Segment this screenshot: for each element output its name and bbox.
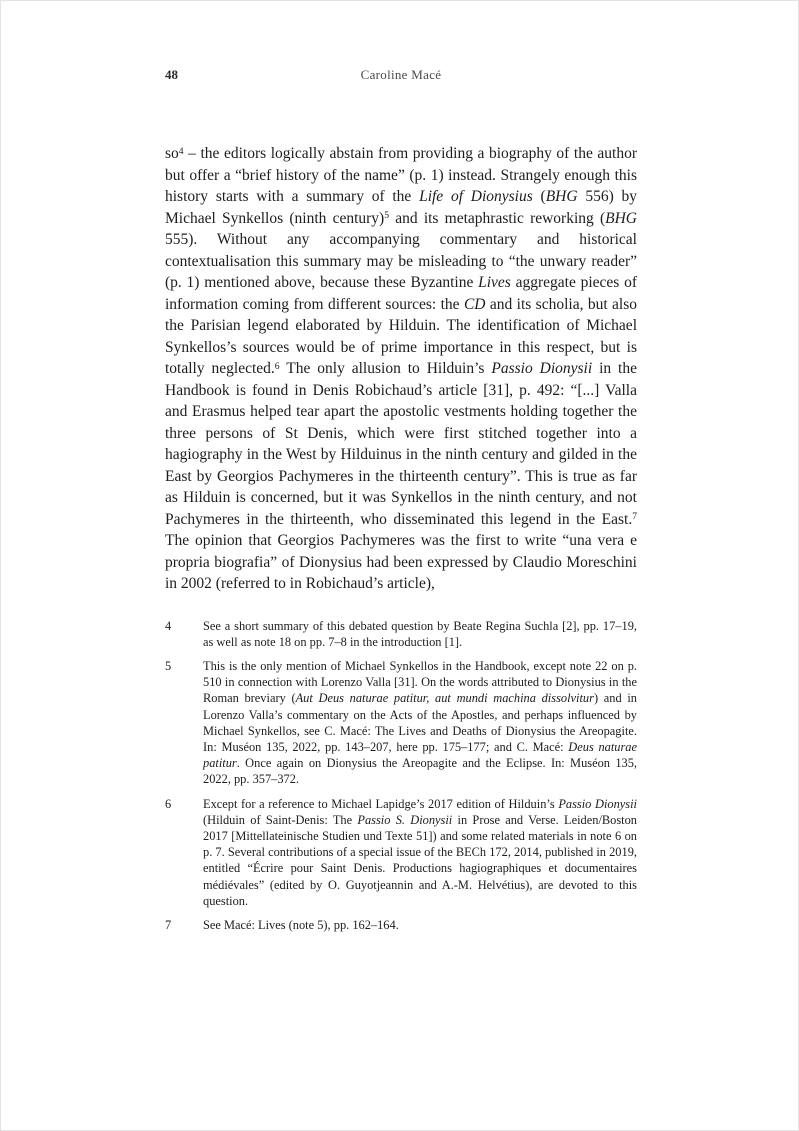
footnote-text	[203, 797, 637, 908]
text-run: in Prose and Verse. Leiden/Boston 2017 [Mittellateinische Studien und Texte 51]) and some related materials in note 6 on p. 7. Several contributions of a special issue of the BECh 172, 2014, published in 2019, entitled “Écrire pour Saint Denis. Productions hagiographiques et documentaires médiévales” (edited by O. Guyotjeannin and A.-M. Helvétius), are devoted to this question.	[203, 812, 638, 908]
footnote-text	[203, 918, 399, 932]
text-run: so	[165, 145, 179, 162]
italic-text: Deus naturae patitur	[203, 739, 637, 771]
text-run: The only allusion to Hilduin’s	[279, 360, 492, 377]
text-run: See a short summary of this debated question by Beate Regina Suchla [2], pp. 17–19, as well as note 18 on pp. 7–8 in the introduction [1].	[203, 618, 637, 649]
page-number: 48	[165, 67, 178, 82]
italic-text: BHG	[605, 209, 637, 227]
text-run: The opinion that Georgios Pachymeres was the first to write “una vera e propria biografia” of Dionysius had been expressed by Claudio Moreschini in 2002 (referred to in Robichaud’s article),	[165, 532, 637, 592]
footnote-number: 5	[165, 658, 172, 673]
italic-text: Lives	[478, 274, 511, 291]
italic-text: Life of Dionysius	[419, 188, 533, 205]
page-header	[165, 67, 637, 83]
text-run: (Hilduin of Saint-Denis: The	[203, 812, 358, 827]
text-run: See Macé: Lives (note 5), pp. 162–164.	[203, 917, 399, 932]
text-run: aggregate pieces of information coming from different sources: the	[165, 274, 637, 313]
running-header: Caroline Macé	[360, 67, 442, 82]
footnote	[165, 618, 637, 650]
footnotes-section	[165, 618, 637, 934]
footnote-reference: 4	[178, 145, 184, 157]
footnote	[165, 917, 637, 933]
text-run: – the editors logically abstain from providing a biography of the author but offer a “brief history of the name” (p. 1) instead. Strangely enough this history starts with a summary of the	[165, 145, 637, 205]
footnote-text	[203, 659, 637, 786]
footnote-text	[203, 619, 637, 649]
text-run: Except for a reference to Michael Lapidge’s 2017 edition of Hilduin’s	[203, 796, 559, 811]
italic-text: Aut Deus naturae patitur, aut mundi machina dissolvitur	[295, 691, 594, 706]
italic-text: Passio Dionysii	[558, 796, 637, 811]
text-run: and its scholia, but also the Parisian legend elaborated by Hilduin. The identification of Michael Synkellos’s sources would be of prime importance in this respect, but is totally neglected.	[165, 295, 638, 377]
italic-text: Passio Dionysii	[491, 360, 593, 377]
text-run: in the Handbook is found in Denis Robichaud’s article [31], p. 492: “[...] Valla and Erasmus helped tear apart the apostolic vestments holding together the three persons of St Denis, which were first stitched together into a hagiography in the West by Hilduinus in the ninth century and gilded in the East by Georgios Pachymeres in the thirteenth century”. This is true as far as Hilduin is concerned, but it was Synkellos in the ninth century, and not Pachymeres in the thirteenth, who disseminated this legend in the East.	[165, 360, 637, 528]
italic-text: CD	[463, 295, 486, 313]
text-run: 555). Without any accompanying commentary and historical contextualisation this summary may be misleading to “the unwary reader” (p. 1) mentioned above, because these Byzantine	[165, 231, 637, 291]
text-run: ) and in Lorenzo Valla’s commentary on the Acts of the Apostles, and perhaps influenced by Michael Synkellos, see C. Macé: The Lives and Deaths of Dionysius the Areopagite. In: Muséon 135, 2022, pp. 143–207, here pp. 175–177; and C. Macé:	[203, 691, 637, 754]
text-run: 556) by Michael Synkellos (ninth century)	[165, 188, 638, 227]
italic-text: Passio S. Dionysii	[357, 812, 453, 827]
footnote-number: 4	[165, 618, 172, 633]
footnote-reference: 7	[632, 511, 637, 523]
footnote-reference: 6	[274, 360, 280, 372]
text-run: This is the only mention of Michael Synkellos in the Handbook, except note 22 on p. 510 in connection with Lorenzo Valla [31]. On the words attributed to Dionysius in the Roman breviary (	[203, 658, 637, 706]
italic-text: BHG	[545, 188, 578, 205]
footnote	[165, 658, 637, 788]
footnote-number: 7	[165, 917, 172, 932]
footnote	[165, 796, 637, 909]
footnote-reference: 5	[384, 210, 390, 222]
text-run: (	[532, 188, 546, 205]
body-paragraph	[165, 143, 637, 595]
text-run: . Once again on Dionysius the Areopagite and the Eclipse. In: Muséon 135, 2022, pp. 357–372.	[203, 756, 637, 787]
footnote-number: 6	[165, 796, 172, 811]
text-run: and its metaphrastic reworking (	[389, 209, 606, 227]
